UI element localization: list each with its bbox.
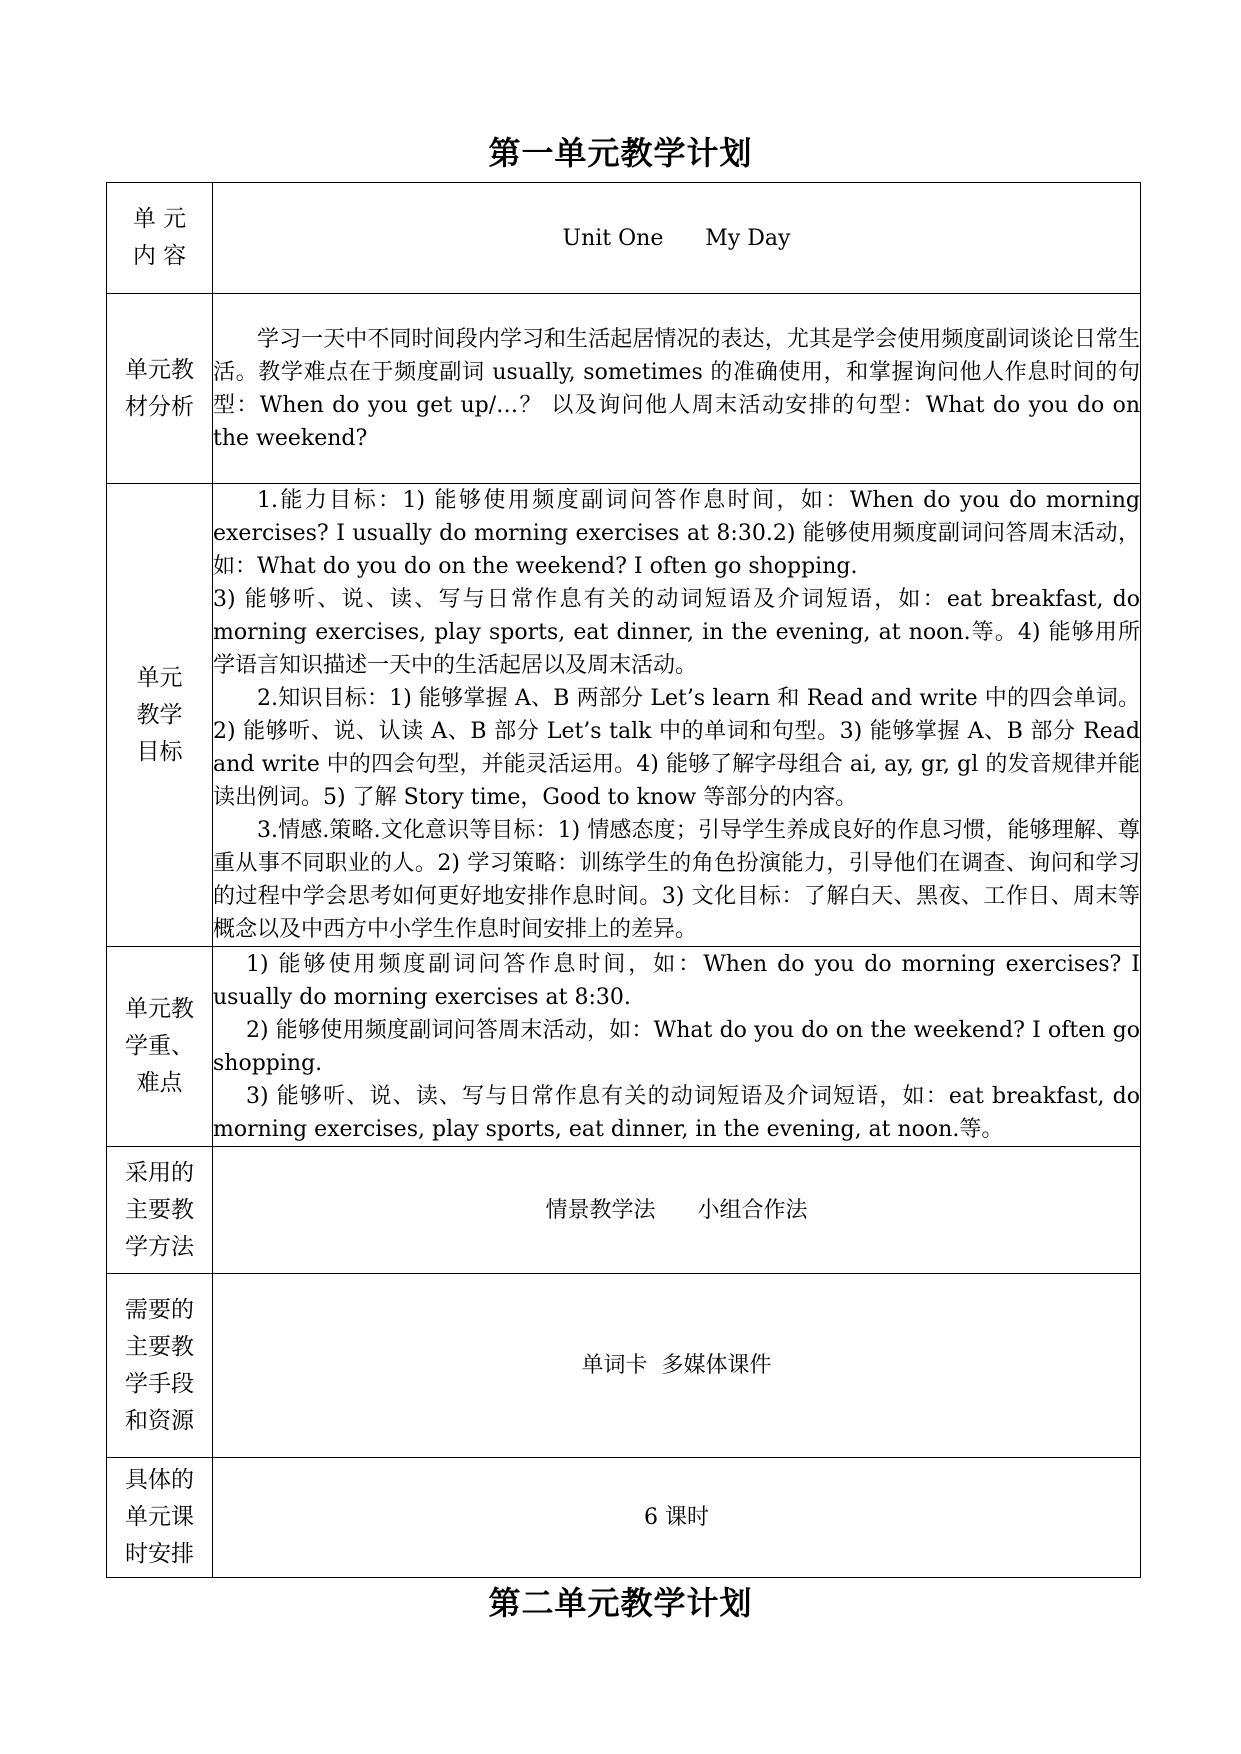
knowledge-goals: 2.知识目标：1) 能够掌握 A、B 两部分 Let’s learn 和 Read and write 中的四会单词。2) 能够听、说、认读 A、B 部分 Let’s talk 中的单词和句型。3) 能够掌握 A、B 部分 Read and write 中的四会句型，并能灵活运用。4) 能够了解字母组合 ai, ay, gr, gl 的发音规律并能读出例词。5) 了解 Story time，Good to know 等部分的内容。 <box>213 686 1140 810</box>
row-key-points <box>107 947 1141 1147</box>
key-points-text: 1) 能够使用频度副词问答作息时间，如：When do you do morning exercises? I usually do morning exercises at 8:30. 2) 能够使用频度副词问答周末活动，如：What do you do on the weekend? I often go shopping. 3) 能够听、说、读、写与日常作息有关的动词短语及介词短语，如：eat breakfast, do morning exercises, play sports, eat dinner, in the evening, at noon.等。 <box>213 947 1141 1147</box>
row-teaching-goals <box>107 484 1141 947</box>
row-schedule <box>107 1458 1141 1578</box>
label-schedule: 具体的 单元课 时安排 <box>107 1458 213 1578</box>
row-material-analysis <box>107 294 1141 484</box>
resources-value: 单词卡 多媒体课件 <box>213 1274 1141 1458</box>
methods-value: 情景教学法 小组合作法 <box>213 1147 1141 1274</box>
label-methods: 采用的 主要教 学方法 <box>107 1147 213 1274</box>
label-key-points: 单元教 学重、 难点 <box>107 947 213 1147</box>
row-unit-content <box>107 183 1141 294</box>
label-resources: 需要的 主要教 学手段 和资源 <box>107 1274 213 1458</box>
unit-plan-table <box>106 182 1141 1578</box>
schedule-value: 6 课时 <box>213 1458 1141 1578</box>
unit-content-value: Unit One My Day <box>213 183 1141 294</box>
next-unit-title: 第二单元教学计划 <box>488 1584 753 1622</box>
material-analysis-text: 学习一天中不同时间段内学习和生活起居情况的表达，尤其是学会使用频度副词谈论日常生活。教学难点在于频度副词 usually, sometimes 的准确使用，和掌握询问他人作息时间的句型：When do you get up/…？ 以及询问他人周末活动安排的句型：What do you do on the weekend? <box>213 294 1141 484</box>
row-methods <box>107 1147 1141 1274</box>
label-material-analysis: 单元教 材分析 <box>107 294 213 484</box>
row-resources <box>107 1274 1141 1458</box>
ability-goals-cont: 3) 能够听、说、读、写与日常作息有关的动词短语及介词短语，如：eat breakfast, do morning exercises, play sports, eat dinner, in the evening, at noon.等。4) 能够用所学语言知识描述一天中的生活起居以及周末活动。 <box>213 587 1140 678</box>
label-unit-content: 单 元 内 容 <box>107 183 213 294</box>
page-title: 第一单元教学计划 <box>488 134 753 172</box>
label-teaching-goals: 单元 教学 目标 <box>107 484 213 947</box>
ability-goals: 1.能力目标：1) 能够使用频度副词问答作息时间，如：When do you do morning exercises? I usually do morning exercises at 8:30.2) 能够使用频度副词问答周末活动，如：What do you do on the weekend? I often go shopping. <box>213 488 1140 579</box>
attitude-goals: 3.情感.策略.文化意识等目标：1) 情感态度；引导学生养成良好的作息习惯，能够理解、尊重从事不同职业的人。2) 学习策略：训练学生的角色扮演能力，引导他们在调查、询问和学习的过程中学会思考如何更好地安排作息时间。3) 文化目标：了解白天、黑夜、工作日、周末等概念以及中西方中小学生作息时间安排上的差异。 <box>213 818 1140 942</box>
teaching-goals-text <box>213 484 1141 947</box>
